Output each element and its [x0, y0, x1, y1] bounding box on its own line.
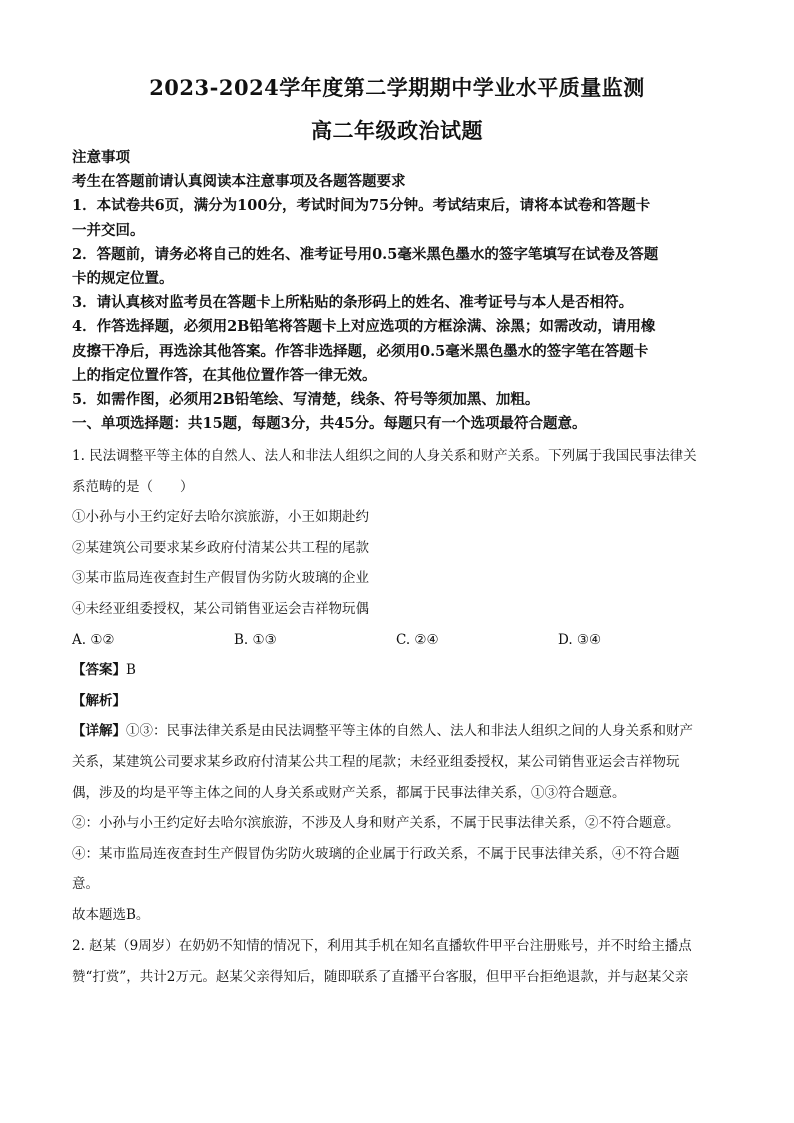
- notice-line: 5．如需作图，必须用2B铅笔绘、写清楚，线条、符号等须加黑、加粗。: [72, 391, 540, 409]
- detail-line: 关系，某建筑公司要求某乡政府付清某公共工程的尾款；未经亚组委授权，某公司销售亚运会吉祥物玩: [72, 753, 680, 770]
- answer-options: [72, 625, 732, 656]
- question-2: [72, 931, 732, 992]
- notice-line: 2．答题前，请务必将自己的姓名、准考证号用0.5毫米黑色墨水的签字笔填写在试卷及答题: [72, 245, 659, 263]
- notice-line: 3．请认真核对监考员在答题卡上所粘贴的条形码上的姓名、准考证号与本人是否相符。: [72, 294, 634, 312]
- question-1: [72, 441, 732, 931]
- option-c: C. ②④: [396, 631, 439, 648]
- option-a: A. ①②: [72, 631, 115, 648]
- question-stem: 系范畴的是（ ）: [72, 478, 194, 495]
- option-b: B. ①③: [234, 631, 277, 648]
- statement-item: ③某市监局连夜查封生产假冒伪劣防火玻璃的企业: [72, 570, 369, 587]
- question-stem: 赞“打赏”，共计2万元。赵某父亲得知后，随即联系了直播平台客服，但甲平台拒绝退款，并与赵某父亲: [72, 968, 689, 985]
- statement-item: ①小孙与小王约定好去哈尔滨旅游，小王如期赴约: [72, 509, 369, 526]
- answer-tag: 【答案】: [72, 662, 126, 679]
- notice-line: 1．本试卷共6页，满分为100分，考试时间为75分钟。考试结束后，请将本试卷和答题卡: [72, 197, 651, 215]
- exam-subtitle: 高二年级政治试题: [311, 118, 483, 143]
- detail-conclusion: 故本题选B。: [72, 906, 150, 923]
- analysis-tag: 【解析】: [72, 692, 126, 709]
- answer-value: B: [126, 662, 136, 679]
- statement-item: ②某建筑公司要求某乡政府付清某公共工程的尾款: [72, 539, 369, 556]
- section-heading: 一、单项选择题：共15题，每题3分，共45分。每题只有一个选项最符合题意。: [72, 415, 587, 433]
- detail-line: ④：某市监局连夜查封生产假冒伪劣防火玻璃的企业属于行政关系，不属于民事法律关系，④不符合题: [72, 845, 680, 862]
- notice-heading: 注意事项: [72, 149, 130, 166]
- detail-text: ①③：民事法律关系是由民法调整平等主体的自然人、法人和非法人组织之间的人身关系和财产: [126, 723, 693, 740]
- detail-line: [72, 716, 732, 747]
- notice-line: 卡的规定位置。: [72, 270, 174, 288]
- statement-item: ④未经亚组委授权，某公司销售亚运会吉祥物玩偶: [72, 600, 369, 617]
- answer-line: [72, 655, 732, 686]
- detail-line: 偶，涉及的均是平等主体之间的人身关系或财产关系，都属于民事法律关系，①③符合题意。: [72, 784, 626, 801]
- notice-line: 4．作答选择题，必须用2B铅笔将答题卡上对应选项的方框涂满、涂黑；如需改动，请用橡: [72, 318, 656, 336]
- detail-line: ②：小孙与小王约定好去哈尔滨旅游，不涉及人身和财产关系，不属于民事法律关系，②不符合题意。: [72, 815, 680, 832]
- notice-line: 皮擦干净后，再选涂其他答案。作答非选择题，必须用0.5毫米黑色墨水的签字笔在答题卡: [72, 342, 649, 360]
- notice-section: [72, 146, 732, 436]
- exam-title: 2023-2024学年度第二学期期中学业水平质量监测: [149, 75, 645, 100]
- question-stem: 1. 民法调整平等主体的自然人、法人和非法人组织之间的人身关系和财产关系。下列属于我国民事法律关: [72, 448, 697, 464]
- detail-line: 意。: [72, 876, 99, 893]
- notice-line: 考生在答题前请认真阅读本注意事项及各题答题要求: [72, 173, 406, 191]
- notice-line: 一并交回。: [72, 221, 145, 239]
- question-stem: 2. 赵某（9周岁）在奶奶不知情的情况下，利用其手机在知名直播软件甲平台注册账号，并不时给主播点: [72, 938, 692, 954]
- detail-tag: 【详解】: [72, 723, 126, 740]
- option-d: D. ③④: [558, 631, 602, 648]
- notice-line: 上的指定位置作答，在其他位置作答一律无效。: [72, 366, 377, 384]
